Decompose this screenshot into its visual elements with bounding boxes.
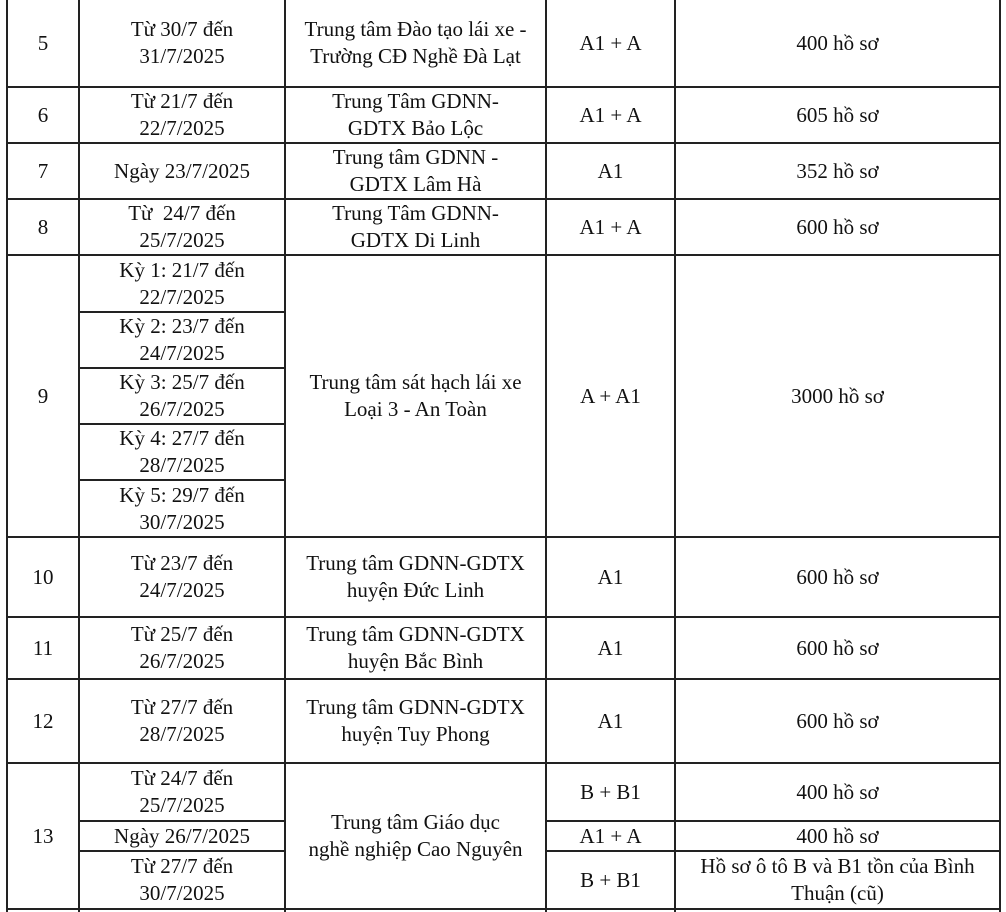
cell-schedule: Kỳ 1: 21/7 đến 22/7/2025 [119, 257, 245, 309]
cell-stt: 10 [32, 564, 54, 589]
cell-license: A1 + A [579, 823, 642, 848]
cell-license: A1 [597, 635, 624, 660]
cell-stt: 6 [37, 102, 49, 127]
cell-stt: 13 [32, 823, 54, 848]
cell-stt: 8 [37, 214, 49, 239]
cell-schedule: Kỳ 3: 25/7 đến 26/7/2025 [119, 370, 245, 421]
cell-schedule: Kỳ 4: 27/7 đến 28/7/2025 [119, 426, 245, 477]
cell-stt: 9 [37, 383, 49, 408]
cell-center: Trung tâm GDNN - GDTX Lâm Hà [332, 145, 499, 196]
cell-center: Trung tâm GDNN-GDTX huyện Tuy Phong [306, 695, 525, 746]
cell-schedule: Ngày 26/7/2025 [114, 823, 250, 848]
cell-stt: 5 [37, 30, 49, 55]
cell-quantity: 3000 hồ sơ [791, 383, 884, 408]
cell-quantity: 400 hồ sơ [796, 779, 879, 804]
cell-schedule: Từ 27/7 đến 30/7/2025 [130, 854, 234, 905]
cell-quantity: 600 hồ sơ [796, 564, 879, 589]
cell-license: A + A1 [580, 383, 641, 408]
cell-quantity: 605 hồ sơ [796, 102, 879, 127]
cell-quantity: 352 hồ sơ [796, 158, 879, 183]
cell-center: Trung tâm sát hạch lái xe Loại 3 - An Toàn [309, 370, 522, 421]
cell-schedule: Ngày 23/7/2025 [114, 158, 250, 183]
cell-license: B + B1 [580, 867, 641, 892]
cell-quantity: 600 hồ sơ [796, 708, 879, 733]
cell-schedule: Kỳ 2: 23/7 đến 24/7/2025 [119, 314, 245, 365]
cell-schedule: Từ 25/7 đến 26/7/2025 [130, 622, 234, 673]
cell-license: A1 + A [579, 102, 642, 127]
cell-schedule: Từ 24/7 đến 25/7/2025 [128, 201, 242, 252]
cell-schedule: Từ 21/7 đến 22/7/2025 [130, 89, 234, 140]
cell-stt: 12 [32, 708, 54, 733]
cell-schedule: Từ 30/7 đến 31/7/2025 [130, 17, 234, 68]
cell-schedule: Kỳ 5: 29/7 đến 30/7/2025 [119, 482, 245, 534]
cell-schedule: Từ 27/7 đến 28/7/2025 [130, 695, 234, 746]
cell-quantity: Hồ sơ ô tô B và B1 tồn của Bình Thuận (cũ) [700, 854, 975, 905]
cell-schedule: Từ 23/7 đến 24/7/2025 [130, 551, 234, 602]
cell-center: Trung Tâm GDNN-GDTX Di Linh [332, 201, 499, 252]
cell-license: A1 + A [579, 30, 642, 55]
cell-center: Trung tâm Đào tạo lái xe - Trường CĐ Nghề Đà Lạt [304, 17, 527, 68]
cell-center: Trung Tâm GDNN-GDTX Bảo Lộc [332, 89, 499, 140]
cell-license: B + B1 [580, 779, 641, 804]
cell-center: Trung tâm GDNN-GDTX huyện Đức Linh [306, 551, 525, 602]
cell-quantity: 400 hồ sơ [796, 823, 879, 848]
cell-license: A1 [597, 564, 624, 589]
cell-center: Trung tâm Giáo dục nghề nghiệp Cao Nguyên [308, 810, 523, 861]
cell-quantity: 600 hồ sơ [796, 635, 879, 660]
row-line [6, 908, 1001, 910]
cell-license: A1 + A [579, 214, 642, 239]
cell-schedule: Từ 24/7 đến 25/7/2025 [130, 766, 234, 817]
cell-license: A1 [597, 158, 624, 183]
cell-center: Trung tâm GDNN-GDTX huyện Bắc Bình [306, 622, 525, 673]
cell-stt: 7 [37, 158, 49, 183]
cell-stt: 11 [32, 635, 54, 660]
cell-quantity: 600 hồ sơ [796, 214, 879, 239]
column-line [999, 0, 1001, 912]
cell-quantity: 400 hồ sơ [796, 30, 879, 55]
cell-license: A1 [597, 708, 624, 733]
